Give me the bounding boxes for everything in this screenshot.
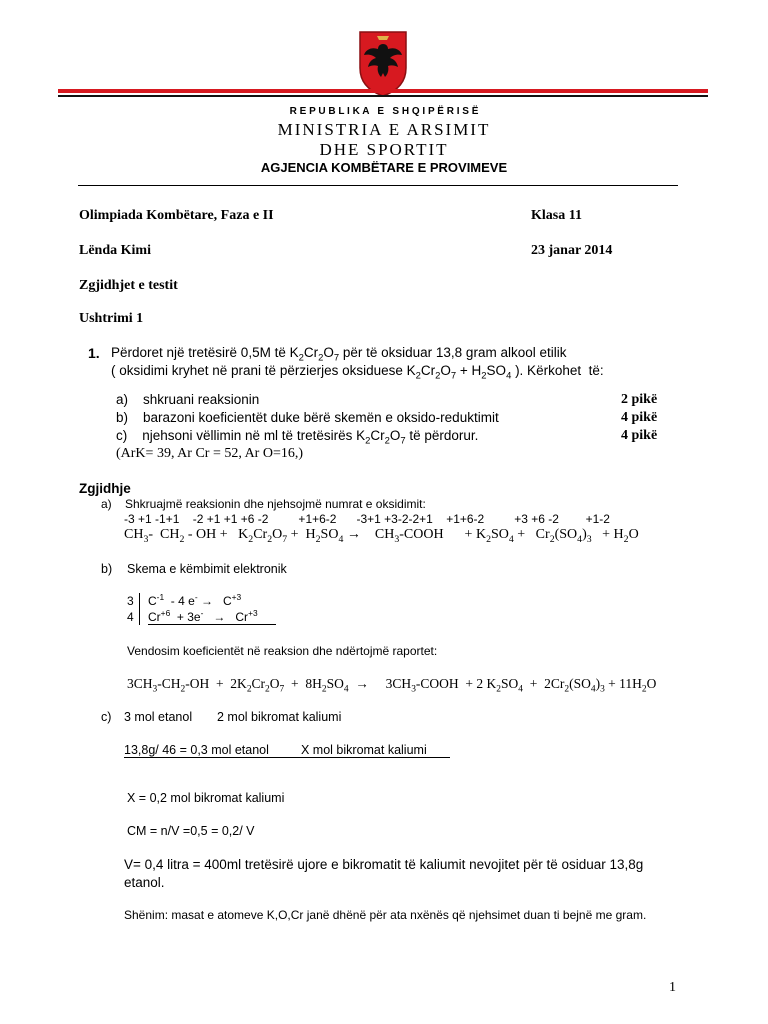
solution-a-intro: a) Shkruajmë reaksionin dhe njehsojmë numrat e oksidimit: [101,497,426,511]
solution-heading: Zgjidhje [79,481,131,496]
scheme-oxidation: $C^{-1} - 4$ $e^- \to C^{+3}$ [148,592,242,608]
solution-b-label: b) [101,562,113,576]
unbalanced-reaction: $CH_3-$ $CH_2$ - OH + $K_2Cr_2O_7 + H_2SO_4$ → $CH_3$-COOH + $K_2SO_4 + Cr_2(SO_4)_3 + H_2O$ [124,527,639,545]
balanced-reaction: $3CH_3-CH_2-OH + 2K_2Cr_2O_7 + 8H_2SO_4$ → $3CH_3$-COOH + 2 $K_2SO_4 + 2Cr_2(SO_4)_3 + 11H_2O$ [127,676,657,695]
problem-number: 1. [88,345,100,361]
problem-text-line2: ( oksidimi kryhet në prani të përzierjes oksiduese $K_2Cr_2O_7 + H_2SO_4$ ). Kërkohet të: [111,363,604,382]
date-label: 23 janar 2014 [531,243,613,258]
klasa-label: Klasa 11 [531,208,582,223]
c-line2-b: X mol bikromat kaliumi [301,743,427,757]
c-line1-a: 3 mol etanol [124,710,193,724]
exercise-label: Ushtrimi 1 [79,311,144,326]
x-result: X = 0,2 mol bikromat kaliumi [127,791,285,805]
volume-line2: etanol. [124,875,165,890]
header-red-line [58,89,708,93]
doc-title: Zgjidhjet e testit [79,278,178,293]
page-number: 1 [669,980,676,995]
scheme-reduction: $Cr^{+6} + 3e^- \to Cr^{+3}$ [148,610,276,625]
note-text: Shënim: masat e atomeve K,O,Cr janë dhënë për ata nxënës që njehsimet duan ti bejnë me gram. [124,908,647,922]
oxidation-numbers: -3 +1 -1+1 -2 +1 +1 +6 -2 +1+6-2 -3+1 +3-2-2+1 +1+6-2 +3 +6 -2 +1-2 [124,512,610,526]
scheme-bracket [139,593,140,625]
cm-equation: CM = n/V =0,5 = 0,2/ V [127,824,255,838]
problem-text-line1: Përdoret një tretësirë 0,5M të $K_2Cr_2O_7$ për të oksiduar 13,8 gram alkool etilik [111,345,567,364]
ministry-line2: DHE SPORTIT [319,140,449,159]
points-c: 4 pikë [621,428,658,443]
task-c: c) njehsoni vëllimin në ml të tretësirës $K_2Cr_2O_7$ të përdorur. [116,428,479,447]
task-a: a) shkruani reaksionin [116,392,260,407]
header-divider [78,185,678,186]
points-a: 2 pikë [621,392,658,407]
header-black-line [58,95,708,97]
ministry-line1: MINISTRIA E ARSIMIT [277,120,491,139]
c-line2-a: 13,8g/ 46 = 0,3 mol etanol [124,743,269,757]
olympiad-title: Olimpiada Kombëtare, Faza e II [79,208,274,223]
scheme-coef-3: 3 [127,594,134,608]
c-line2-underline [124,757,450,758]
republic-label: R E P U B L I K A E S H Q I P Ë R I S Ë [289,106,479,117]
decide-text: Vendosim koeficientët në reaksion dhe ndërtojmë raportet: [127,644,438,658]
task-b: b) barazoni koeficientët duke bërë skemën e oksido-reduktimit [116,410,499,425]
agency-title: AGJENCIA KOMBËTARE E PROVIMEVE [260,160,508,175]
solution-c-label: c) [101,710,112,724]
solution-b-title: Skema e këmbimit elektronik [127,562,287,576]
scheme-coef-4: 4 [127,610,134,624]
atomic-masses: (ArK= 39, Ar Cr = 52, Ar O=16,) [116,446,304,461]
volume-line1: V= 0,4 litra = 400ml tretësirë ujore e bikromatit të kaliumit nevojitet për të osiduar 13,8g [124,857,644,872]
c-line1-b: 2 mol bikromat kaliumi [217,710,342,724]
points-b: 4 pikë [621,410,658,425]
subject-label: Lënda Kimi [79,243,151,258]
albania-coat-of-arms-icon [357,30,409,98]
